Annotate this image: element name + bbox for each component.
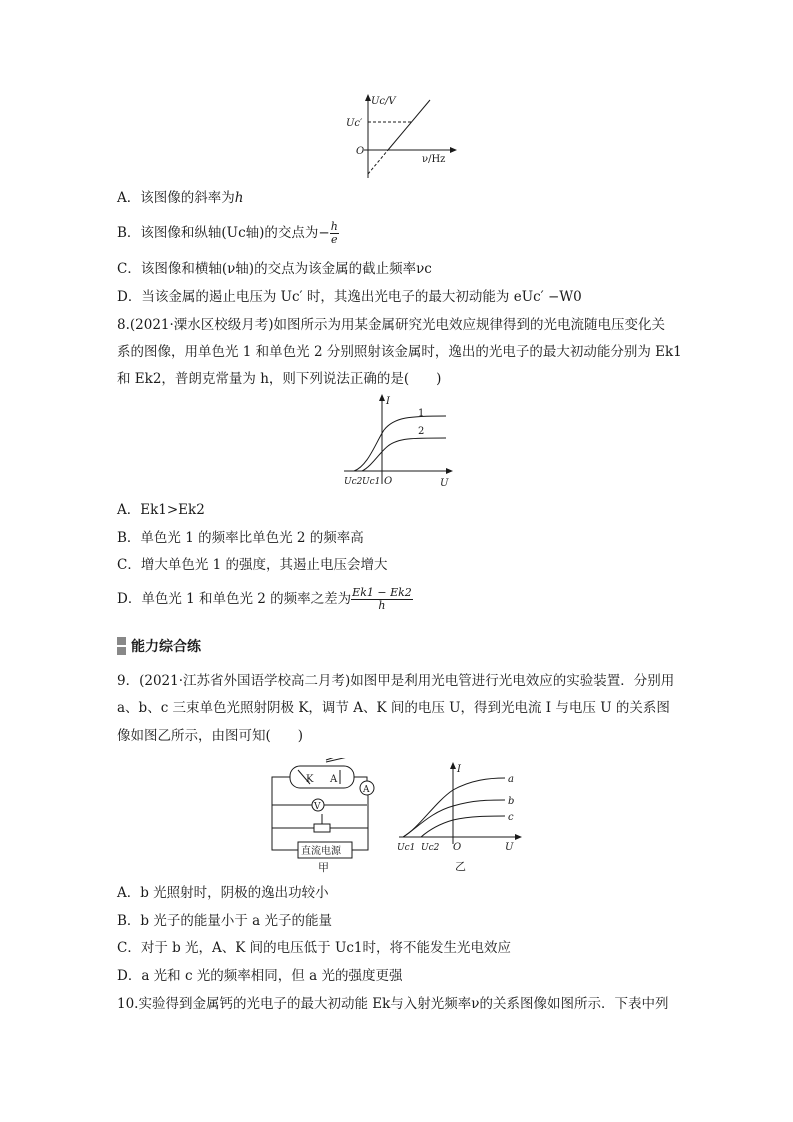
curve-2 xyxy=(362,438,446,471)
curve-a xyxy=(403,778,505,837)
curve-c xyxy=(421,816,505,837)
q9-stem-line1: 9．(2021·江苏省外国语学校高二月考)如图甲是利用光电管进行光电效应的实验装置．分别用 xyxy=(117,673,675,689)
section-bar-icon xyxy=(117,637,126,655)
svg-text:A: A xyxy=(363,785,370,795)
curve-1 xyxy=(354,416,446,471)
svg-text:2: 2 xyxy=(418,426,425,437)
svg-text:I: I xyxy=(457,764,461,775)
figure-yi-caption: 乙 xyxy=(455,860,466,873)
svg-text:V: V xyxy=(314,802,321,812)
svg-text:b: b xyxy=(508,796,515,807)
q7-option-a: A．该图像的斜率为h xyxy=(117,190,244,206)
x-axis-label: ν/Hz xyxy=(422,154,446,165)
rheostat xyxy=(314,824,330,832)
svg-text:直流电源: 直流电源 xyxy=(301,846,341,857)
svg-text:A: A xyxy=(330,774,338,785)
svg-text:K: K xyxy=(306,774,314,785)
svg-text:Uc1: Uc1 xyxy=(397,843,416,853)
svg-text:c: c xyxy=(508,812,514,823)
svg-text:O: O xyxy=(384,476,393,487)
section-header xyxy=(117,636,201,656)
q10-stem-line1: 10.实验得到金属钙的光电子的最大初动能 Ek与入射光频率ν的关系图像如图所示．下表中列 xyxy=(117,996,669,1012)
svg-text:U: U xyxy=(440,478,449,489)
q8-option-b: B．单色光 1 的频率比单色光 2 的频率高 xyxy=(117,530,364,546)
figure-jia-caption: 甲 xyxy=(318,861,329,874)
q8-option-a: A．Ek1>Ek2 xyxy=(117,502,205,518)
q8-stem-line3: 和 Ek2，普朗克常量为 h，则下列说法正确的是( ) xyxy=(117,371,442,387)
q7-option-b: B．该图像和纵轴(Uc轴)的交点为− $\frac{h}{e}$ xyxy=(117,220,338,246)
svg-text:1: 1 xyxy=(418,408,425,419)
q7-option-d: D．当该金属的遏止电压为 Uc′ 时，其逸出光电子的最大初动能为 eUc′ −W0 xyxy=(117,289,582,305)
uc-nu-figure xyxy=(340,92,460,182)
q9-option-d: D．a 光和 c 光的频率相同，但 a 光的强度更强 xyxy=(117,968,403,984)
y-axis-label: Uc/V xyxy=(371,96,396,107)
svg-text:I: I xyxy=(386,396,390,407)
svg-text:Uc2: Uc2 xyxy=(421,843,440,853)
curve-b xyxy=(403,800,505,837)
q9-iu-figure xyxy=(395,762,525,876)
q9-circuit-figure xyxy=(268,758,380,876)
q7-option-c: C．该图像和横轴(ν轴)的交点为该金属的截止频率νc xyxy=(117,261,432,277)
section-title: 能力综合练 xyxy=(131,639,201,655)
svg-text:a: a xyxy=(508,774,514,785)
q8-stem-line2: 系的图像，用单色光 1 和单色光 2 分别照射该金属时，逸出的光电子的最大初动能分别为 Ek1 xyxy=(117,344,682,360)
svg-text:Uc2: Uc2 xyxy=(344,477,363,487)
origin-label: O xyxy=(356,146,365,157)
svg-text:O: O xyxy=(453,842,462,853)
q8-iu-figure xyxy=(340,392,455,492)
q9-option-c: C．对于 b 光，A、K 间的电压低于 Uc1时，将不能发生光电效应 xyxy=(117,940,511,956)
q8-option-c: C．增大单色光 1 的强度，其遏止电压会增大 xyxy=(117,557,388,573)
q9-option-a: A．b 光照射时，阴极的逸出功较小 xyxy=(117,885,329,901)
q9-stem-line3: 像如图乙所示，由图可知( ) xyxy=(117,728,304,744)
svg-text:U: U xyxy=(505,842,514,853)
q9-stem-line2: a、b、c 三束单色光照射阴极 K，调节 A、K 间的电压 U，得到光电流 I 与电压 U 的关系图 xyxy=(117,700,670,716)
q8-stem-line1: 8.(2021·溧水区校级月考)如图所示为用某金属研究光电效应规律得到的光电流随电压变化关 xyxy=(117,317,666,333)
phototube xyxy=(290,766,354,788)
svg-text:Uc1: Uc1 xyxy=(362,477,381,487)
q9-option-b: B．b 光子的能量小于 a 光子的能量 xyxy=(117,913,332,929)
uc-prime-label: Uc′ xyxy=(346,118,363,129)
uc-line xyxy=(388,100,430,150)
q8-option-d: D．单色光 1 和单色光 2 的频率之差为 $\frac{Ek1 - Ek2}{h}$ xyxy=(117,586,412,612)
